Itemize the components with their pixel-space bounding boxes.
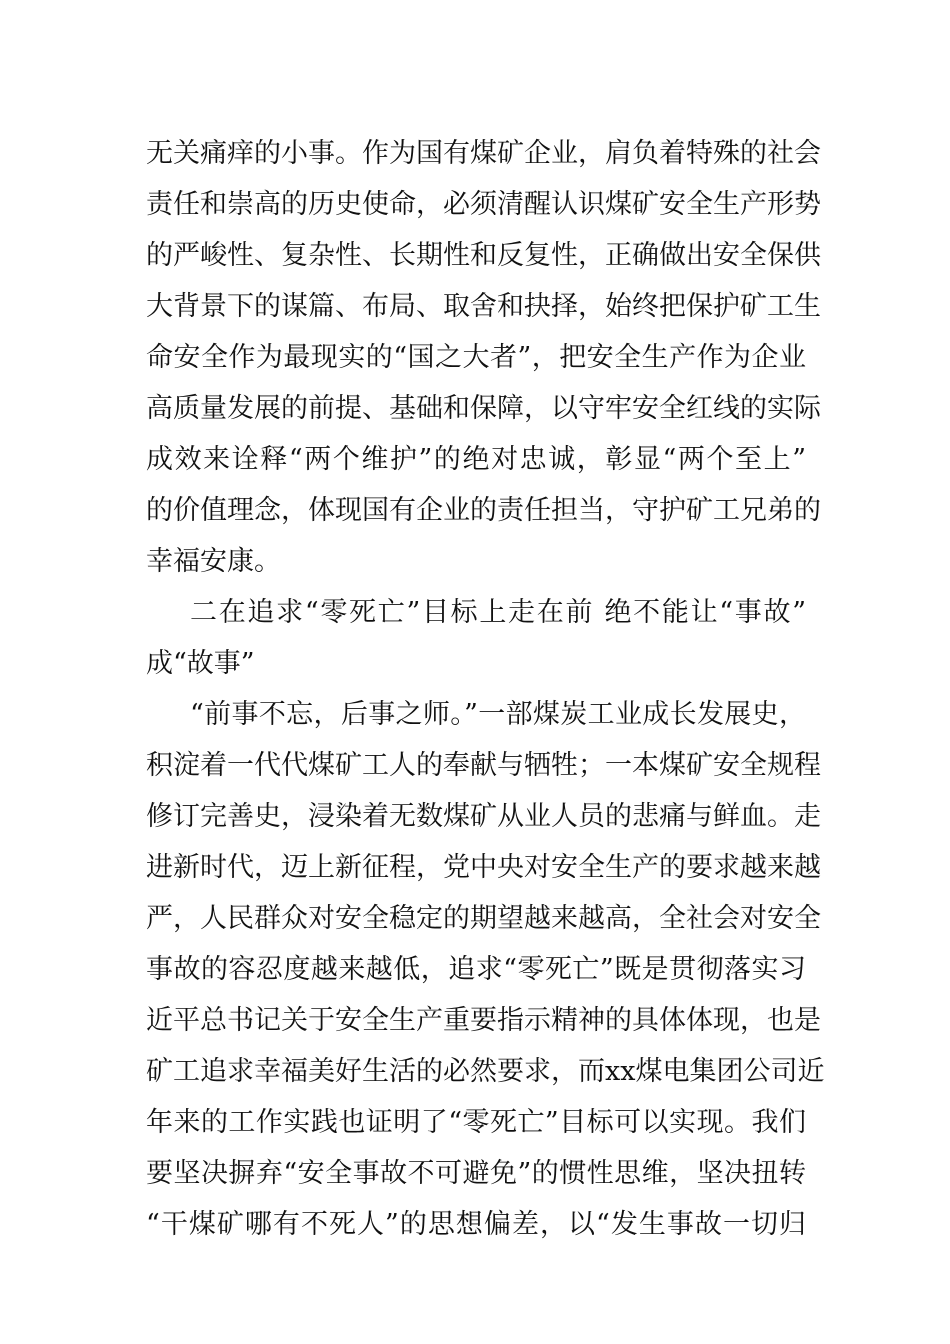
body-line: “前事不忘，后事之师。”一部煤炭工业成长发展史， bbox=[190, 699, 806, 730]
body-line: 命安全作为最现实的“国之大者”，把安全生产作为企业 bbox=[146, 342, 806, 373]
body-line: 幸福安康。 bbox=[146, 546, 281, 577]
body-line: 矿工追求幸福美好生活的必然要求，而xx煤电集团公司近 bbox=[146, 1056, 825, 1087]
body-line: 成效来诠释“两个维护”的绝对忠诚，彰显“两个至上” bbox=[146, 444, 806, 475]
body-line: 无关痛痒的小事。作为国有煤矿企业，肩负着特殊的社会 bbox=[146, 138, 821, 169]
body-line: 的价值理念，体现国有企业的责任担当，守护矿工兄弟的 bbox=[146, 495, 821, 526]
body-line: 年来的工作实践也证明了“零死亡”目标可以实现。我们 bbox=[146, 1107, 806, 1138]
body-line: 近平总书记关于安全生产重要指示精神的具体体现，也是 bbox=[146, 1005, 821, 1036]
section-heading-line: 成“故事” bbox=[146, 648, 255, 679]
body-line: 责任和崇高的历史使命，必须清醒认识煤矿安全生产形势 bbox=[146, 189, 821, 220]
body-line: 进新时代，迈上新征程，党中央对安全生产的要求越来越 bbox=[146, 852, 821, 883]
body-line: 修订完善史，浸染着无数煤矿从业人员的悲痛与鲜血。走 bbox=[146, 801, 821, 832]
body-line: 大背景下的谋篇、布局、取舍和抉择，始终把保护矿工生 bbox=[146, 291, 821, 322]
body-line: 的严峻性、复杂性、长期性和反复性，正确做出安全保供 bbox=[146, 240, 821, 271]
section-heading-line: 二在追求“零死亡”目标上走在前 绝不能让“事故” bbox=[190, 597, 806, 628]
body-line: 事故的容忍度越来越低，追求“零死亡”既是贯彻落实习 bbox=[146, 954, 806, 985]
body-line: 严，人民群众对安全稳定的期望越来越高，全社会对安全 bbox=[146, 903, 821, 934]
body-line: 积淀着一代代煤矿工人的奉献与牺牲；一本煤矿安全规程 bbox=[146, 750, 821, 781]
body-line: 高质量发展的前提、基础和保障，以守牢安全红线的实际 bbox=[146, 393, 821, 424]
body-line: “干煤矿哪有不死人”的思想偏差，以“发生事故一切归 bbox=[146, 1209, 806, 1240]
document-body bbox=[146, 128, 825, 1250]
body-line: 要坚决摒弃“安全事故不可避免”的惯性思维，坚决扭转 bbox=[146, 1158, 806, 1189]
